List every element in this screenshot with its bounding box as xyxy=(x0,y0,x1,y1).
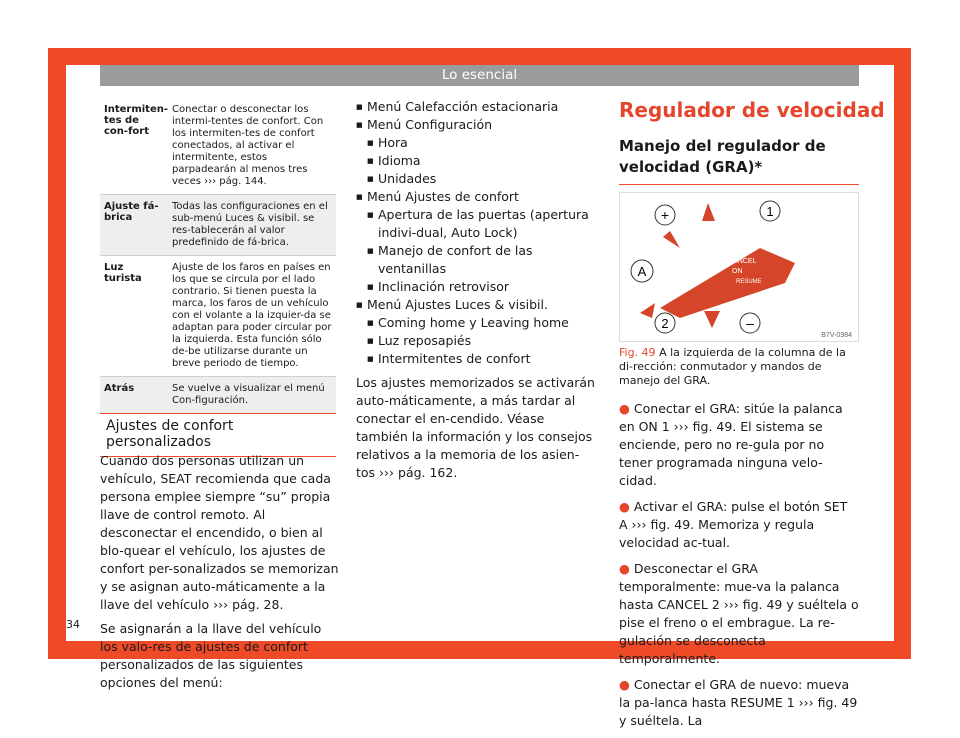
page-number: 34 xyxy=(66,618,80,631)
paragraph: Los ajustes memorizados se activarán auto-máticamente, a más tardar al conectar el en-cendido. Véase también la información y los consejos relativos a la memoria de los asien-tos ››› pág. 162. xyxy=(356,375,595,480)
list-item: ■ Hora xyxy=(367,134,596,152)
step-text: Activar el GRA: pulse el botón SET A ››› fig. 49. Memoriza y regula velocidad ac-tual. xyxy=(619,499,848,550)
table-row xyxy=(100,195,336,256)
list-item: ■ Luz reposapiés xyxy=(367,332,596,350)
table-key: Luz turista xyxy=(104,262,142,284)
step-item xyxy=(619,400,859,490)
arrow-down-icon xyxy=(704,311,720,328)
list-item: ■ Manejo de confort de las ventanillas xyxy=(367,242,596,278)
paragraph: Cuando dos personas utilizan un vehículo, SEAT recomienda que cada persona emplee siempre “su” propia llave de control remoto. Al desconectar el encendido, o bien al blo-quear el vehículo, los ajustes de confort per-sonalizados se memorizan y se asignan auto-máticamente a la llave del vehículo ››› pág. 28. xyxy=(100,453,339,612)
label-on: ON xyxy=(732,268,743,275)
step-text: Desconectar el GRA temporalmente: mue-va la palanca hasta CANCEL 2 ››› fig. 49 y suéltela o pise el freno o el embrague. La re-gulación se desconecta temporalmente. xyxy=(619,561,859,666)
figure-gra-lever xyxy=(619,192,859,342)
table-row xyxy=(100,98,336,195)
left-text xyxy=(100,452,340,692)
section-heading: Regulador de velocidad xyxy=(619,98,885,122)
arrow-plus xyxy=(663,231,680,248)
bullet-icon: ● xyxy=(619,677,634,692)
step-item xyxy=(619,498,859,552)
settings-table xyxy=(100,98,336,414)
list-item: ■ Coming home y Leaving home xyxy=(367,314,596,332)
bullet-icon: ● xyxy=(619,499,634,514)
middle-column xyxy=(356,98,596,482)
table-row xyxy=(100,256,336,377)
table-value: Ajuste de los faros en países en los que se circula por el lado contrario. Si tienen puesta la marca, los faros de un vehículo con el volante a la izquier-da se adaptan para poder circular por la izquierda. Esta función sólo de-be utilizarse durante un breve periodo de tiempo. xyxy=(172,262,332,369)
paragraph: Se asignarán a la llave del vehículo los valo-res de ajustes de confort personalizados de las siguientes opciones del menú: xyxy=(100,621,322,690)
label-a-text: A xyxy=(637,264,647,279)
table-row xyxy=(100,377,336,414)
steps-list xyxy=(619,400,859,738)
table-key: Ajuste fá-brica xyxy=(104,201,159,223)
list-item: ■ Intermitentes de confort xyxy=(367,350,596,368)
table-value: Se vuelve a visualizar el menú Con-figuración. xyxy=(172,383,325,406)
list-item: ■ Menú Ajustes de confort xyxy=(356,188,596,206)
label-resume: RESUME xyxy=(736,279,762,285)
label-plus-text: + xyxy=(660,207,670,223)
step-item xyxy=(619,560,859,668)
step-item xyxy=(619,676,859,730)
list-item: ■ Unidades xyxy=(367,170,596,188)
table-value: Conectar o desconectar los intermi-tentes de confort. Con los intermiten-tes de confort conectados, al activar el intermitente, estos parpadearán al menos tres veces ››› pág. 144. xyxy=(172,104,324,187)
label-one-text: 1 xyxy=(766,204,774,219)
list-item: ■ Menú Configuración xyxy=(356,116,596,134)
bullet-icon: ● xyxy=(619,401,634,416)
table-key: Intermiten-tes de con-fort xyxy=(104,104,169,137)
figure-caption xyxy=(619,346,859,388)
list-item: ■ Menú Ajustes Luces & visibil. xyxy=(356,296,596,314)
subheading: Manejo del regulador de velocidad (GRA)* xyxy=(619,136,859,185)
header-bar: Lo esencial xyxy=(100,65,859,86)
list-item: ■ Idioma xyxy=(367,152,596,170)
label-minus-text: – xyxy=(746,315,754,331)
bullet-icon: ● xyxy=(619,561,634,576)
figure-label: Fig. 49 xyxy=(619,346,656,359)
list-item: ■ Inclinación retrovisor xyxy=(367,278,596,296)
label-speed: SPEED xyxy=(690,267,711,273)
caption-text: A la izquierda de la columna de la di-rección: conmutador y mandos de manejo del GRA. xyxy=(619,346,846,387)
figure-code: B7V-0984 xyxy=(821,332,852,339)
list-item: ■ Menú Calefacción estacionaria xyxy=(356,98,596,116)
arrow-left-icon xyxy=(640,303,655,318)
step-text: Conectar el GRA de nuevo: mueva la pa-lanca hasta RESUME 1 ››› fig. 49 y suéltela. La xyxy=(619,677,858,728)
table-value: Todas las configuraciones en el sub-menú Luces & visibil. se res-tablecerán al valor predefinido de fá-brica. xyxy=(172,201,328,248)
step-text: Conectar el GRA: sitúe la palanca en ON 1 ››› fig. 49. El sistema se enciende, pero no re-gula por no tener programada ninguna velo-cidad. xyxy=(619,401,843,488)
list-item: ■ Apertura de las puertas (apertura indivi-dual, Auto Lock) xyxy=(367,206,596,242)
table-key: Atrás xyxy=(104,383,135,394)
menu-list xyxy=(356,98,596,368)
section-title: Ajustes de confort personalizados xyxy=(100,413,336,457)
label-cancel: CANCEL xyxy=(728,258,757,265)
lever-illustration xyxy=(620,193,858,341)
arrow-up-icon xyxy=(702,203,715,221)
label-two-text: 2 xyxy=(661,316,669,331)
label-off: OFF xyxy=(730,246,744,253)
